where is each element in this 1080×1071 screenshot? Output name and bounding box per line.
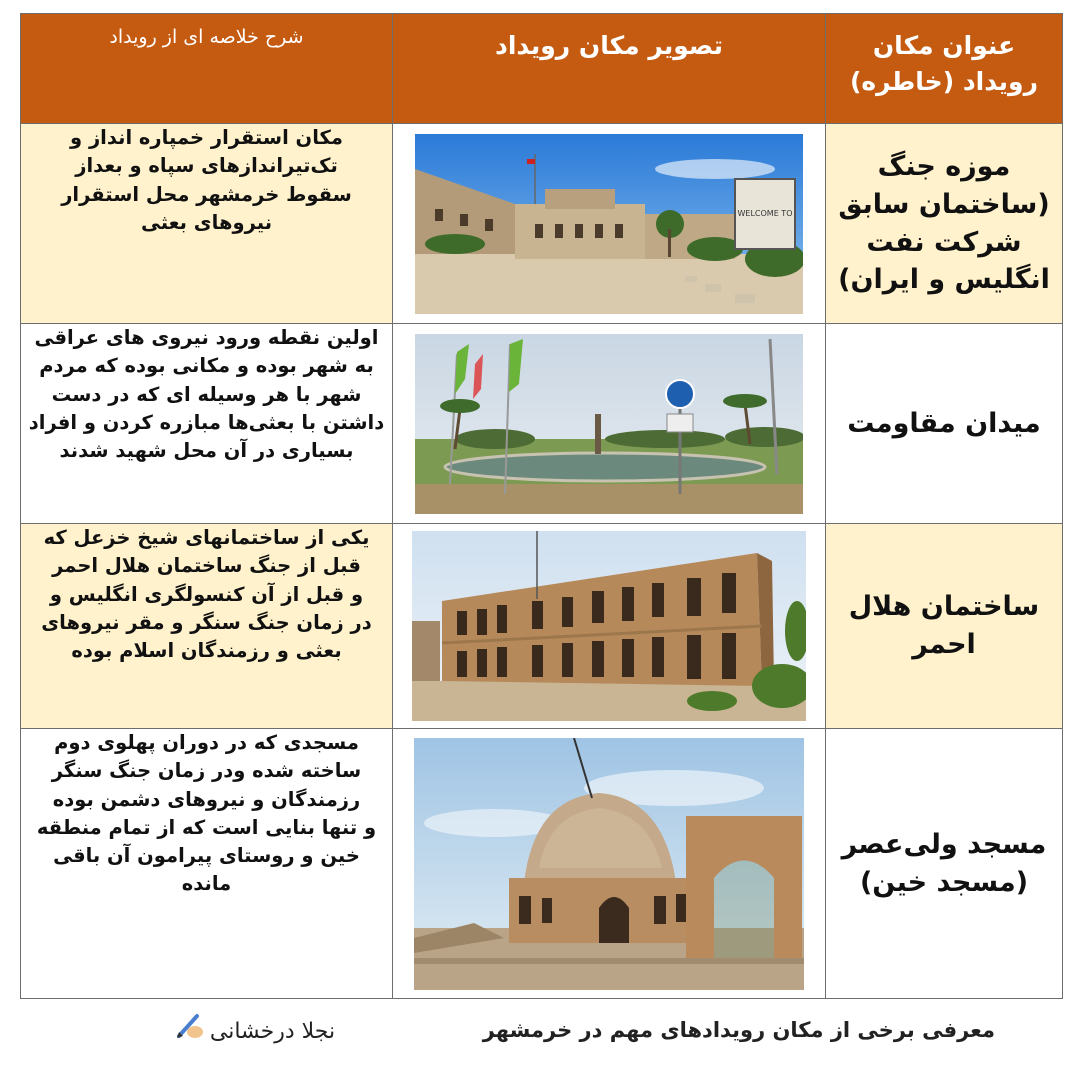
author-name: نجلا درخشانی	[209, 1019, 336, 1044]
table-row	[21, 324, 1063, 524]
row-summary: اولین نقطه ورود نیروی های عراقی به شهر بوده و مکانی بوده که مردم شهر با هر وسیله ای که در دست داشتن با بعثی‌ها مبازره کردن و افراد بسیاری در آن محل شهید شدند	[21, 324, 393, 524]
row-summary: یکی از ساختمانهای شیخ خزعل که قبل از جنگ ساختمان هلال احمر و قبل از آن کنسولگری انگلیس و در زمان جنگ سنگر و مقر نیروهای بعثی و رزمندگان اسلام بوده	[21, 524, 393, 729]
resistance-square-photo	[415, 334, 803, 514]
war-museum-photo	[415, 134, 803, 314]
table-row	[21, 124, 1063, 324]
writing-hand-icon	[173, 1010, 203, 1054]
events-table	[20, 13, 1063, 999]
row-title: میدان مقاومت	[826, 324, 1063, 524]
row-photo-cell	[393, 729, 826, 999]
row-photo-cell	[393, 524, 826, 729]
header-title: عنوان مکان رویداد (خاطره)	[826, 14, 1063, 124]
table-header-row	[21, 14, 1063, 124]
row-photo-cell	[393, 124, 826, 324]
header-image: تصویر مکان رویداد	[393, 14, 826, 124]
khin-mosque-photo	[414, 738, 804, 990]
page-caption: معرفی برخی از مکان رویدادهای مهم در خرمشهر	[482, 1018, 995, 1042]
svg-text:WELCOME TO: WELCOME TO	[737, 208, 793, 218]
red-crescent-building-photo	[412, 531, 806, 721]
row-summary: مکان استقرار خمپاره انداز و تک‌تیراندازهای سپاه و بعداز سقوط خرمشهر محل استقرار نیروهای بعثی	[21, 124, 393, 324]
table-row	[21, 729, 1063, 999]
header-summary: شرح خلاصه ای از رویداد	[21, 14, 393, 124]
row-summary: مسجدی که در دوران پهلوی دوم ساخته شده ودر زمان جنگ سنگر رزمندگان و نیروهای دشمن بوده و تنها بنایی است که از تمام منطقه خین و روستای پیرامون آن باقی مانده	[21, 729, 393, 999]
row-title: موزه جنگ (ساختمان سابق شرکت نفت انگلیس و ایران)	[826, 124, 1063, 324]
row-title: ساختمان هلال احمر	[826, 524, 1063, 729]
table-row	[21, 524, 1063, 729]
row-photo-cell	[393, 324, 826, 524]
row-title: مسجد ولی‌عصر (مسجد خین)	[826, 729, 1063, 999]
author-signature	[120, 1010, 380, 1050]
